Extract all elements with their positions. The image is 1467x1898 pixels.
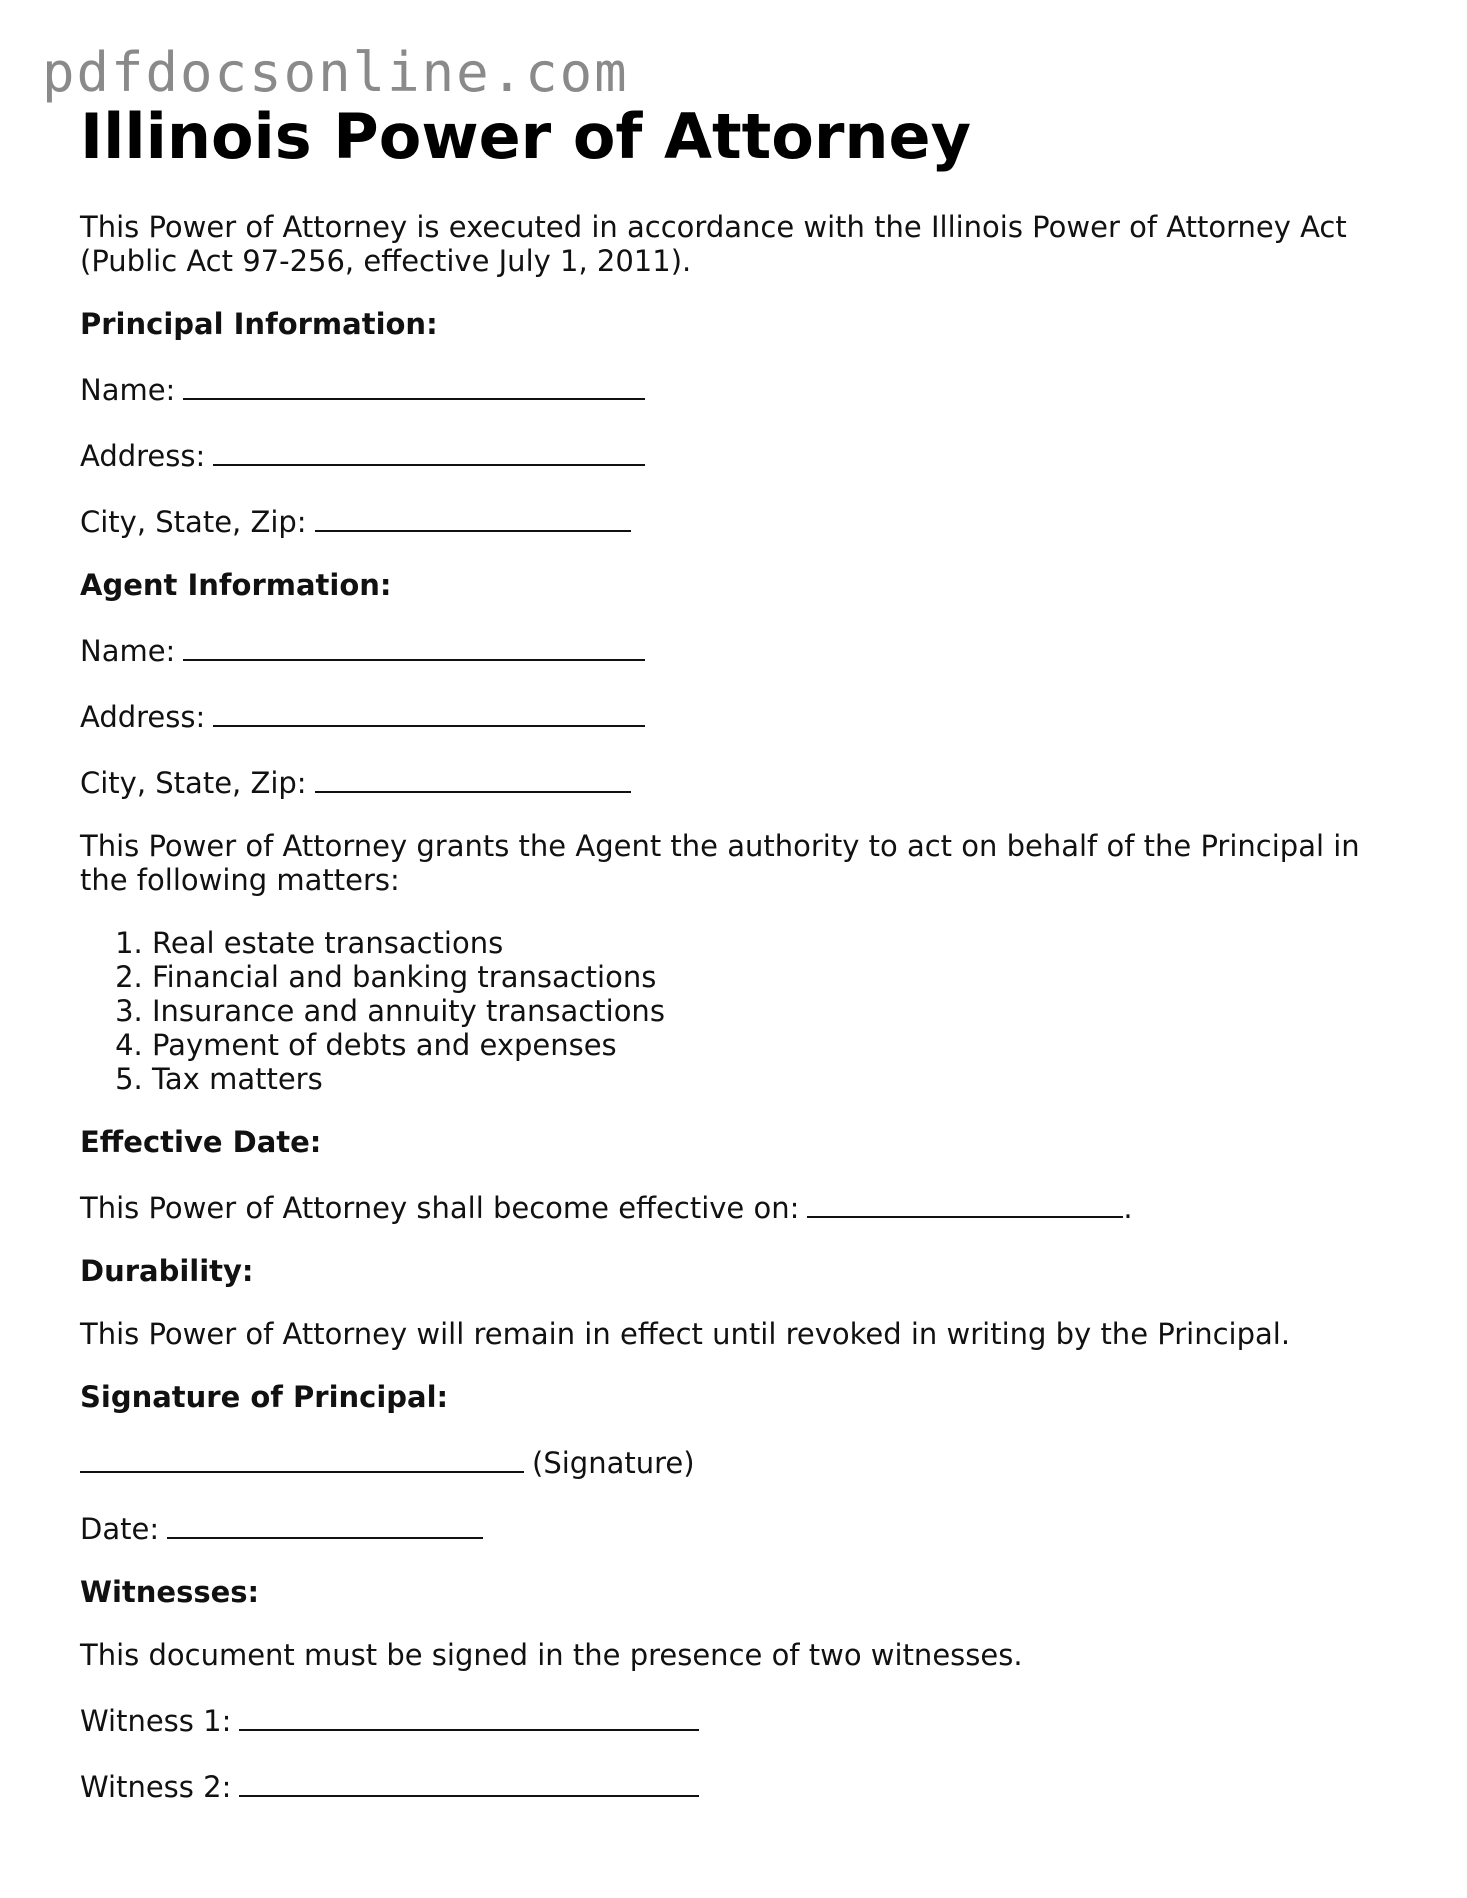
signature-blank[interactable] — [80, 1443, 524, 1473]
witness2-field — [80, 1767, 1400, 1804]
signature-date-label: Date: — [80, 1512, 160, 1547]
principal-city-label: City, State, Zip: — [80, 505, 307, 540]
list-item: 4. Payment of debts and expenses — [152, 1028, 1400, 1062]
witness2-blank[interactable] — [239, 1767, 699, 1797]
signature-label: (Signature) — [532, 1446, 695, 1481]
principal-address-field — [80, 436, 1400, 473]
effective-date-blank[interactable] — [807, 1188, 1123, 1218]
agent-name-field — [80, 631, 1400, 668]
principal-address-label: Address: — [80, 439, 206, 474]
agent-address-label: Address: — [80, 700, 206, 735]
effective-date-heading: Effective Date: — [80, 1125, 322, 1160]
agent-name-blank[interactable] — [183, 631, 645, 661]
effective-date-text: This Power of Attorney shall become effective on: — [80, 1191, 800, 1226]
agent-city-field — [80, 763, 1400, 800]
principal-city-field — [80, 502, 1400, 539]
document-body — [80, 100, 1400, 1804]
principal-city-blank[interactable] — [315, 502, 631, 532]
list-item: 5. Tax matters — [152, 1062, 1400, 1096]
agent-city-label: City, State, Zip: — [80, 766, 307, 801]
witness1-label: Witness 1: — [80, 1704, 232, 1739]
witnesses-text: This document must be signed in the presence of two witnesses. — [80, 1638, 1023, 1673]
signature-heading: Signature of Principal: — [80, 1380, 449, 1415]
witnesses-heading: Witnesses: — [80, 1575, 260, 1610]
agent-heading: Agent Information: — [80, 568, 392, 603]
signature-field — [80, 1443, 1400, 1480]
agent-address-blank[interactable] — [213, 697, 645, 727]
intro-paragraph: This Power of Attorney is executed in accordance with the Illinois Power of Attorney Act (Public Act 97-256, effective July 1, 2011). — [80, 210, 1347, 279]
agent-city-blank[interactable] — [315, 763, 631, 793]
matters-list — [80, 926, 1400, 1096]
list-item: 1. Real estate transactions — [152, 926, 1400, 960]
principal-name-field — [80, 370, 1400, 407]
watermark: pdfdocsonline.com — [42, 41, 629, 104]
principal-name-label: Name: — [80, 373, 176, 408]
effective-date-period: . — [1123, 1191, 1133, 1226]
document-title: Illinois Power of Attorney — [80, 100, 972, 173]
witness1-field — [80, 1701, 1400, 1738]
durability-text: This Power of Attorney will remain in effect until revoked in writing by the Principal. — [80, 1317, 1291, 1352]
agent-name-label: Name: — [80, 634, 176, 669]
signature-date-field — [80, 1509, 1400, 1546]
principal-address-blank[interactable] — [213, 436, 645, 466]
witness2-label: Witness 2: — [80, 1770, 232, 1805]
witness1-blank[interactable] — [239, 1701, 699, 1731]
effective-date-field — [80, 1188, 1400, 1225]
signature-date-blank[interactable] — [167, 1509, 483, 1539]
agent-address-field — [80, 697, 1400, 734]
principal-heading: Principal Information: — [80, 307, 438, 342]
principal-name-blank[interactable] — [183, 370, 645, 400]
durability-heading: Durability: — [80, 1254, 254, 1289]
list-item: 3. Insurance and annuity transactions — [152, 994, 1400, 1028]
list-item: 2. Financial and banking transactions — [152, 960, 1400, 994]
grant-paragraph: This Power of Attorney grants the Agent the authority to act on behalf of the Principal in the following matters: — [80, 829, 1360, 898]
